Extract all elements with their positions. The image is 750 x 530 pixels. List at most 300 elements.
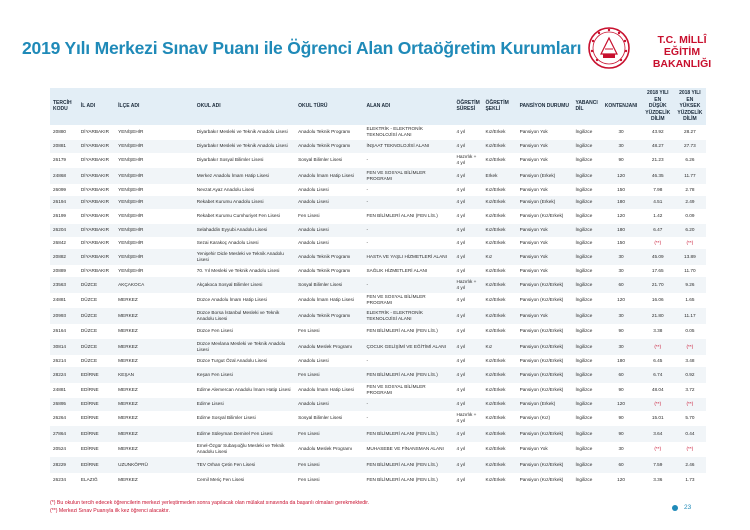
cell-tercih-kodu: 26264	[53, 415, 67, 421]
cell-okul-adi: Düzce Borsa İstanbul Mesleki ve Teknik Anadolu Lisesi	[194, 308, 295, 324]
cell-en-dusuk-dilim: 43.92	[651, 129, 664, 135]
cell-ogretim-suresi: Hazırlık + 4 yıl	[456, 154, 477, 166]
cell-en-dusuk-dilim: (**)	[642, 398, 674, 411]
cell-yabanci-dil: İngilizce	[575, 239, 593, 245]
cell-okul-adi: Edirne Lisesi	[194, 398, 295, 411]
cell-okul-turu: Anadolu Lisesi	[298, 186, 329, 192]
cell-ogretim-suresi: Hazırlık + 4 yıl	[453, 277, 482, 293]
cell-ogretim-suresi: 4 yıl	[453, 168, 482, 184]
cell-yabanci-dil: İngilizce	[572, 196, 600, 209]
cell-ogretim-suresi: 4 yıl	[456, 477, 466, 483]
cell-alan-adi: FEN VE SOSYAL BİLİMLER PROGRAMI	[366, 294, 426, 306]
table-row	[50, 140, 706, 153]
cell-en-dusuk-dilim: 16.06	[651, 297, 664, 303]
cell-okul-turu: Anadolu Teknik Programı	[295, 308, 363, 324]
cell-okul-adi: Diyarbakır Mesleki ve Teknik Anadolu Lisesi	[196, 129, 288, 135]
cell-yabanci-dil: İngilizce	[572, 308, 600, 324]
cell-tercih-kodu: 20993	[50, 308, 78, 324]
cell-okul-turu: Anadolu İmam Hatip Lisesi	[298, 297, 354, 303]
cell-ogretim-sekli: Kız/Erkek	[485, 157, 506, 163]
cell-en-dusuk-dilim: 48.27	[642, 140, 674, 153]
table-row	[50, 265, 706, 278]
cell-okul-turu: Anadolu Lisesi	[295, 196, 363, 209]
cell-pansiyon-durumu: Pansiyon (Kız/Erkek)	[519, 213, 564, 219]
cell-ogretim-sekli: Kız/Erkek	[485, 267, 506, 273]
table-row	[50, 367, 706, 383]
cell-okul-adi: Cemil Meriç Fen Lisesi	[196, 477, 245, 483]
cell-okul-turu: Anadolu İmam Hatip Lisesi	[295, 168, 363, 184]
cell-pansiyon-durumu: Pansiyon (Kız/Erkek)	[517, 426, 573, 442]
cell-ogretim-suresi: 4 yıl	[453, 196, 482, 209]
cell-ogretim-suresi: 4 yıl	[453, 339, 482, 355]
cell-ogretim-sekli: Kız/Erkek	[482, 367, 516, 383]
cell-ilce-adi: MERKEZ	[115, 308, 194, 324]
cell-ogretim-sekli: Kız/Erkek	[485, 477, 506, 483]
cell-en-dusuk-dilim: 21.80	[642, 308, 674, 324]
cell-en-yuksek-dilim: 3.48	[685, 357, 695, 363]
cell-il-adi: EDİRNE	[78, 367, 115, 383]
cell-ogretim-suresi: 4 yıl	[456, 446, 466, 452]
cell-okul-turu: Sosyal Bilimler Lisesi	[295, 277, 363, 293]
cell-ogretim-sekli: Kız/Erkek	[485, 446, 506, 452]
cell-ilce-adi: YENİŞEHİR	[115, 249, 194, 265]
cell-okul-adi: Selahaddin Eyyubi Anadolu Lisesi	[194, 224, 295, 237]
cell-en-yuksek-dilim: 13.89	[674, 249, 706, 265]
cell-ogretim-suresi: 4 yıl	[456, 213, 466, 219]
cell-yabanci-dil: İngilizce	[572, 277, 600, 293]
cell-okul-turu: Anadolu Lisesi	[295, 398, 363, 411]
cell-il-adi: EDİRNE	[80, 415, 99, 421]
cell-en-dusuk-dilim: 17.65	[651, 267, 664, 273]
cell-yabanci-dil: İngilizce	[572, 398, 600, 411]
cell-ilce-adi: YENİŞEHİR	[118, 213, 144, 219]
cell-pansiyon-durumu: Pansiyon Yok	[519, 157, 548, 163]
cell-en-dusuk-dilim: 6.45	[653, 357, 663, 363]
cell-en-dusuk-dilim: (**)	[654, 239, 662, 245]
cell-ogretim-suresi: 4 yıl	[453, 140, 482, 153]
cell-ogretim-suresi: Hazırlık + 4 yıl	[456, 412, 477, 424]
cell-yabanci-dil: İngilizce	[575, 387, 593, 393]
cell-okul-adi: 70. Yıl Mesleki ve Teknik Anadolu Lisesi	[196, 267, 280, 273]
cell-ogretim-suresi: 4 yıl	[456, 387, 466, 393]
table-row	[50, 224, 706, 237]
cell-il-adi: DİYARBAKIR	[80, 157, 109, 163]
cell-ilce-adi: YENİŞEHİR	[118, 157, 144, 163]
cell-kontenjani: 30	[600, 339, 641, 355]
cell-ogretim-sekli: Kız/Erkek	[485, 328, 506, 334]
cell-ilce-adi: YENİŞEHİR	[118, 186, 144, 192]
cell-ogretim-sekli: Kız/Erkek	[482, 308, 516, 324]
cell-alan-adi: FEN BİLİMLERİ ALANI (FEN LİS.)	[366, 328, 438, 334]
cell-alan-adi: -	[363, 224, 453, 237]
cell-kontenjani: 30	[600, 308, 641, 324]
table-row	[50, 355, 706, 368]
cell-ogretim-suresi: 4 yıl	[456, 129, 466, 135]
table-row	[50, 184, 706, 197]
cell-ilce-adi: MERKEZ	[118, 387, 138, 393]
cell-okul-turu: Sosyal Bilimler Lisesi	[298, 415, 343, 421]
cell-en-yuksek-dilim: 6.20	[674, 224, 706, 237]
cell-pansiyon-durumu: Pansiyon (Kız/Erkek)	[519, 357, 564, 363]
cell-ilce-adi: YENİŞEHİR	[115, 140, 194, 153]
cell-ogretim-suresi: 4 yıl	[453, 398, 482, 411]
cell-pansiyon-durumu: Pansiyon Yok	[519, 129, 548, 135]
cell-ogretim-suresi: 4 yıl	[453, 249, 482, 265]
cell-ogretim-sekli: Kız	[482, 249, 516, 265]
cell-ilce-adi: YENİŞEHİR	[115, 196, 194, 209]
cell-en-yuksek-dilim: 0.44	[674, 426, 706, 442]
cell-tercih-kodu: 26204	[50, 224, 78, 237]
footnotes	[50, 499, 369, 515]
cell-pansiyon-durumu: Pansiyon Yok	[517, 224, 573, 237]
cell-okul-turu: Anadolu Teknik Programı	[298, 267, 351, 273]
cell-yabanci-dil: İngilizce	[575, 129, 593, 135]
cell-il-adi: DÜZCE	[80, 328, 98, 334]
cell-okul-turu: Fen Lisesi	[295, 457, 363, 473]
cell-il-adi: DİYARBAKIR	[78, 224, 115, 237]
cell-kontenjani: 90	[600, 426, 641, 442]
cell-ogretim-suresi: 4 yıl	[456, 267, 466, 273]
page-number: 23	[684, 504, 692, 511]
cell-ogretim-suresi: 4 yıl	[453, 367, 482, 383]
header-ogretim-suresi: ÖĞRETİM SÜRESİ	[453, 88, 482, 125]
cell-pansiyon-durumu: Pansiyon (Kız/Erkek)	[517, 367, 573, 383]
cell-alan-adi: -	[363, 398, 453, 411]
cell-tercih-kodu: 20524	[53, 446, 67, 452]
cell-en-yuksek-dilim: 5.70	[685, 415, 695, 421]
cell-ogretim-sekli: Kız/Erkek	[482, 196, 516, 209]
cell-ilce-adi: YENİŞEHİR	[118, 239, 144, 245]
cell-alan-adi: FEN BİLİMLERİ ALANI (FEN LİS.)	[363, 367, 453, 383]
cell-tercih-kodu: 20889	[53, 267, 67, 273]
table-row	[50, 411, 706, 427]
cell-ilce-adi: YENİŞEHİR	[118, 129, 144, 135]
table-row	[50, 237, 706, 250]
cell-ilce-adi: MERKEZ	[118, 415, 138, 421]
cell-il-adi: DİYARBAKIR	[80, 186, 109, 192]
cell-ogretim-sekli: Kız/Erkek	[485, 297, 506, 303]
cell-il-adi: DİYARBAKIR	[78, 168, 115, 184]
cell-alan-adi: SAĞLIK HİZMETLERİ ALANI	[366, 267, 428, 273]
cell-il-adi: DÜZCE	[78, 308, 115, 324]
cell-tercih-kodu: 20882	[50, 249, 78, 265]
cell-en-yuksek-dilim: 28.27	[684, 129, 696, 135]
cell-il-adi: EDİRNE	[78, 457, 115, 473]
cell-okul-adi: TEV Orhan Çetin Fen Lisesi	[194, 457, 295, 473]
cell-il-adi: EDİRNE	[78, 426, 115, 442]
cell-tercih-kodu: 26179	[53, 157, 67, 163]
cell-il-adi: DÜZCE	[80, 357, 98, 363]
cell-tercih-kodu: 20881	[50, 140, 78, 153]
cell-alan-adi: -	[366, 357, 369, 363]
cell-alan-adi: İNŞAAT TEKNOLOJİSİ ALANI	[363, 140, 453, 153]
cell-en-yuksek-dilim: (**)	[686, 239, 694, 245]
cell-en-yuksek-dilim: 27.73	[674, 140, 706, 153]
cell-tercih-kodu: 26099	[53, 186, 67, 192]
cell-il-adi: DİYARBAKIR	[78, 140, 115, 153]
cell-yabanci-dil: İngilizce	[572, 168, 600, 184]
cell-en-yuksek-dilim: (**)	[686, 446, 694, 452]
cell-yabanci-dil: İngilizce	[575, 213, 593, 219]
cell-en-yuksek-dilim: 2.78	[685, 186, 695, 192]
cell-okul-adi: Yenişehir Dicle Mesleki ve Teknik Anadolu Lisesi	[194, 249, 295, 265]
cell-kontenjani: 90	[618, 415, 624, 421]
cell-kontenjani: 120	[617, 477, 625, 483]
cell-pansiyon-durumu: Pansiyon (Erkek)	[517, 398, 573, 411]
cell-okul-adi: Merkez Anadolu İmam Hatip Lisesi	[194, 168, 295, 184]
cell-okul-adi: Diyarbakır Sosyal Bilimler Lisesi	[196, 157, 264, 163]
cell-en-yuksek-dilim: 9.26	[674, 277, 706, 293]
cell-kontenjani: 30	[600, 140, 641, 153]
cell-tercih-kodu: 27864	[50, 426, 78, 442]
cell-en-dusuk-dilim: (**)	[654, 446, 662, 452]
cell-kontenjani: 90	[618, 157, 624, 163]
cell-en-dusuk-dilim: 21.23	[651, 157, 664, 163]
cell-okul-turu: Anadolu Meslek Programı	[295, 339, 363, 355]
cell-ogretim-sekli: Kız/Erkek	[485, 239, 506, 245]
cell-il-adi: EDİRNE	[78, 398, 115, 411]
footnote-mulakat: (*) Bu okulun tercih edecek öğrencilerin merkezi yerleştirmeden sonra yapılacak olan mülakat sınavında da başarılı olmaları gerekmektedir.	[50, 500, 370, 506]
cell-ogretim-sekli: Kız/Erkek	[482, 426, 516, 442]
cell-ogretim-suresi: 4 yıl	[453, 224, 482, 237]
cell-alan-adi: ELEKTRİK - ELEKTRONİK TEKNOLOJİSİ ALANI	[366, 126, 423, 138]
cell-alan-adi: MUHASEBE VE FİNANSMAN ALANI	[366, 446, 444, 452]
cell-en-dusuk-dilim: 1.42	[653, 213, 663, 219]
cell-tercih-kodu: 28229	[50, 457, 78, 473]
cell-ogretim-suresi: 4 yıl	[456, 186, 466, 192]
cell-okul-turu: Anadolu Teknik Programı	[295, 249, 363, 265]
cell-en-yuksek-dilim: 11.17	[674, 308, 706, 324]
header-kontenjani: KONTENJANI	[600, 88, 641, 125]
cell-il-adi: DİYARBAKIR	[78, 249, 115, 265]
cell-en-dusuk-dilim: (**)	[642, 339, 674, 355]
cell-kontenjani: 90	[618, 387, 624, 393]
cell-pansiyon-durumu: Pansiyon (Kız/Erkek)	[519, 477, 564, 483]
cell-okul-turu: Fen Lisesi	[298, 328, 320, 334]
cell-ogretim-sekli: Kız	[482, 339, 516, 355]
table-row	[50, 457, 706, 473]
cell-tercih-kodu: 26842	[53, 239, 67, 245]
cell-ogretim-suresi: 4 yıl	[453, 308, 482, 324]
header-okul-turu: OKUL TÜRÜ	[295, 88, 363, 125]
cell-okul-turu: Fen Lisesi	[295, 426, 363, 442]
cell-pansiyon-durumu: Pansiyon (Kız/Erkek)	[517, 339, 573, 355]
cell-tercih-kodu: 26214	[53, 357, 67, 363]
cell-il-adi: ELAZIĞ	[80, 477, 98, 483]
cell-okul-adi: Rekabet Kurumu Cumhuriyet Fen Lisesi	[196, 213, 280, 219]
cell-kontenjani: 30	[618, 267, 624, 273]
header-ogretim-sekli: ÖĞRETİM ŞEKLİ	[482, 88, 516, 125]
cell-kontenjani: 90	[618, 328, 624, 334]
cell-en-dusuk-dilim: 15.01	[651, 415, 664, 421]
cell-ogretim-sekli: Kız/Erkek	[485, 357, 506, 363]
cell-il-adi: DİYARBAKIR	[80, 239, 109, 245]
cell-kontenjani: 60	[600, 457, 641, 473]
cell-en-dusuk-dilim: 48.04	[651, 387, 664, 393]
cell-en-yuksek-dilim: 1.65	[685, 297, 695, 303]
header-alan-adi: ALAN ADI	[363, 88, 453, 125]
cell-en-dusuk-dilim: 3.36	[653, 477, 663, 483]
cell-ilce-adi: MERKEZ	[118, 477, 138, 483]
cell-alan-adi: -	[363, 277, 453, 293]
cell-il-adi: EDİRNE	[80, 387, 99, 393]
header-pansiyon-durumu: PANSİYON DURUMU	[517, 88, 573, 125]
cell-okul-turu: Fen Lisesi	[295, 367, 363, 383]
table-row	[50, 442, 706, 458]
cell-alan-adi: -	[366, 157, 369, 163]
cell-ilce-adi: MERKEZ	[115, 339, 194, 355]
cell-yabanci-dil: İngilizce	[575, 297, 593, 303]
cell-okul-adi: Rekabet Kurumu Anadolu Lisesi	[194, 196, 295, 209]
cell-kontenjani: 180	[600, 196, 641, 209]
cell-okul-adi: Diyarbakır Mesleki ve Teknik Anadolu Lisesi	[194, 140, 295, 153]
table-row	[50, 209, 706, 225]
cell-tercih-kodu: 26234	[53, 477, 67, 483]
cell-pansiyon-durumu: Pansiyon Yok	[517, 308, 573, 324]
cell-tercih-kodu: 26194	[50, 196, 78, 209]
cell-yabanci-dil: İngilizce	[575, 328, 593, 334]
cell-en-dusuk-dilim: 46.35	[642, 168, 674, 184]
ministry-logo	[586, 24, 736, 72]
schools-table	[50, 88, 706, 488]
cell-kontenjani: 30	[618, 446, 624, 452]
cell-okul-adi: Düzce Turgut Özal Anadolu Lisesi	[196, 357, 268, 363]
cell-pansiyon-durumu: Pansiyon (Erkek)	[517, 196, 573, 209]
cell-ogretim-suresi: 4 yıl	[453, 426, 482, 442]
table-header-row	[50, 88, 706, 125]
cell-en-yuksek-dilim: 1.73	[685, 477, 695, 483]
cell-okul-adi: Düzce Mevlana Mesleki ve Teknik Anadolu Lisesi	[194, 339, 295, 355]
cell-ogretim-sekli: Kız/Erkek	[485, 415, 506, 421]
cell-pansiyon-durumu: Pansiyon Yok	[519, 446, 548, 452]
cell-pansiyon-durumu: Pansiyon Yok	[517, 249, 573, 265]
cell-kontenjani: 120	[617, 297, 625, 303]
table-row	[50, 125, 706, 141]
cell-yabanci-dil: İngilizce	[575, 157, 593, 163]
cell-ogretim-sekli: Kız/Erkek	[482, 140, 516, 153]
header-en-dusuk-dilim: 2018 YILI EN DÜŞÜK YÜZDELİK DİLİM	[642, 88, 674, 125]
cell-en-yuksek-dilim: 2.46	[674, 457, 706, 473]
cell-ogretim-sekli: Kız/Erkek	[485, 213, 506, 219]
header-okul-adi: OKUL ADI	[194, 88, 295, 125]
cell-ogretim-sekli: Erkek	[482, 168, 516, 184]
cell-ogretim-sekli: Kız/Erkek	[482, 457, 516, 473]
cell-en-dusuk-dilim: 7.59	[642, 457, 674, 473]
cell-ogretim-suresi: 4 yıl	[453, 457, 482, 473]
cell-ogretim-sekli: Kız/Erkek	[482, 277, 516, 293]
table-row	[50, 398, 706, 411]
cell-yabanci-dil: İngilizce	[575, 357, 593, 363]
ministry-emblem-icon	[586, 24, 632, 72]
cell-kontenjani: 120	[617, 213, 625, 219]
cell-alan-adi: ELEKTRİK - ELEKTRONİK TEKNOLOJİSİ ALANI	[363, 308, 453, 324]
table-row	[50, 277, 706, 293]
cell-il-adi: DİYARBAKIR	[80, 213, 109, 219]
cell-okul-adi: Akçakoca Sosyal Bilimler Lisesi	[194, 277, 295, 293]
cell-okul-turu: Anadolu Meslek Programı	[298, 446, 353, 452]
table-row	[50, 153, 706, 169]
cell-yabanci-dil: İngilizce	[572, 249, 600, 265]
cell-kontenjani: 120	[600, 398, 641, 411]
header-il-adi: İL ADI	[78, 88, 115, 125]
cell-yabanci-dil: İngilizce	[572, 339, 600, 355]
cell-il-adi: EDİRNE	[80, 446, 99, 452]
cell-ogretim-sekli: Kız/Erkek	[482, 224, 516, 237]
cell-ilce-adi: MERKEZ	[115, 426, 194, 442]
cell-yabanci-dil: İngilizce	[572, 224, 600, 237]
cell-alan-adi: FEN BİLİMLERİ ALANI (FEN LİS.)	[363, 426, 453, 442]
table-row	[50, 308, 706, 324]
table-row	[50, 293, 706, 309]
cell-en-dusuk-dilim: 3.64	[642, 426, 674, 442]
cell-pansiyon-durumu: Pansiyon (Kız/Erkek)	[517, 277, 573, 293]
cell-pansiyon-durumu: Pansiyon Yok	[517, 140, 573, 153]
cell-tercih-kodu: 30814	[50, 339, 78, 355]
cell-yabanci-dil: İngilizce	[575, 186, 593, 192]
cell-okul-adi: Sezai Karakoç Anadolu Lisesi	[196, 239, 259, 245]
cell-pansiyon-durumu: Pansiyon (Kız/Erkek)	[517, 457, 573, 473]
cell-ilce-adi: MERKEZ	[118, 328, 138, 334]
cell-en-yuksek-dilim: 2.49	[674, 196, 706, 209]
cell-ilce-adi: YENİŞEHİR	[118, 267, 144, 273]
cell-alan-adi: FEN VE SOSYAL BİLİMLER PROGRAMI	[366, 384, 426, 396]
cell-yabanci-dil: İngilizce	[572, 426, 600, 442]
cell-okul-turu: Fen Lisesi	[298, 477, 320, 483]
cell-ogretim-suresi: 4 yıl	[456, 239, 466, 245]
cell-yabanci-dil: İngilizce	[575, 415, 593, 421]
cell-alan-adi: -	[363, 196, 453, 209]
cell-ogretim-suresi: 4 yıl	[456, 357, 466, 363]
cell-alan-adi: FEN VE SOSYAL BİLİMLER PROGRAMI	[363, 168, 453, 184]
cell-en-yuksek-dilim: 6.26	[685, 157, 695, 163]
cell-okul-adi: Nevzat Ayaz Anadolu Lisesi	[196, 186, 255, 192]
cell-kontenjani: 30	[618, 129, 624, 135]
cell-okul-turu: Anadolu Lisesi	[295, 224, 363, 237]
cell-tercih-kodu: 20880	[53, 129, 67, 135]
header-ilce-adi: İLÇE ADI	[115, 88, 194, 125]
cell-ogretim-sekli: Kız/Erkek	[482, 398, 516, 411]
cell-il-adi: DÜZCE	[78, 339, 115, 355]
cell-pansiyon-durumu: Pansiyon (Kız)	[519, 415, 551, 421]
cell-en-yuksek-dilim: 11.77	[674, 168, 706, 184]
cell-tercih-kodu: 26199	[53, 213, 67, 219]
cell-alan-adi: FEN BİLİMLERİ ALANI (FEN LİS.)	[363, 457, 453, 473]
cell-alan-adi: FEN BİLİMLERİ ALANI (FEN LİS.)	[366, 477, 438, 483]
table-body	[50, 125, 706, 489]
cell-pansiyon-durumu: Pansiyon (Erkek)	[517, 168, 573, 184]
cell-en-yuksek-dilim: 3.72	[685, 387, 695, 393]
table-row	[50, 426, 706, 442]
header-en-yuksek-dilim: 2018 YILI EN YÜKSEK YÜZDELİK DİLİM	[674, 88, 706, 125]
cell-okul-adi: Düzce Fen Lisesi	[196, 328, 233, 334]
cell-il-adi: DİYARBAKIR	[78, 196, 115, 209]
cell-pansiyon-durumu: Pansiyon (Kız/Erkek)	[519, 387, 564, 393]
cell-yabanci-dil: İngilizce	[572, 457, 600, 473]
cell-okul-adi: Edirne Süleyman Demirel Fen Lisesi	[194, 426, 295, 442]
cell-en-yuksek-dilim: 11.70	[684, 267, 696, 273]
cell-ilce-adi: YENİŞEHİR	[115, 168, 194, 184]
page-title: 2019 Yılı Merkezi Sınav Puanı ile Öğrenci Alan Ortaöğretim Kurumları	[22, 38, 582, 58]
cell-tercih-kodu: 26164	[53, 328, 67, 334]
cell-en-dusuk-dilim: 7.98	[653, 186, 663, 192]
cell-il-adi: DİYARBAKIR	[80, 267, 109, 273]
cell-yabanci-dil: İngilizce	[572, 367, 600, 383]
cell-ilce-adi: UZUNKÖPRÜ	[115, 457, 194, 473]
header-yabanci-dil: YABANCI DİL	[572, 88, 600, 125]
cell-ilce-adi: KEŞAN	[115, 367, 194, 383]
cell-tercih-kodu: 24881	[53, 387, 67, 393]
cell-okul-adi: Edirne Sosyal Bilimler Lisesi	[196, 415, 256, 421]
